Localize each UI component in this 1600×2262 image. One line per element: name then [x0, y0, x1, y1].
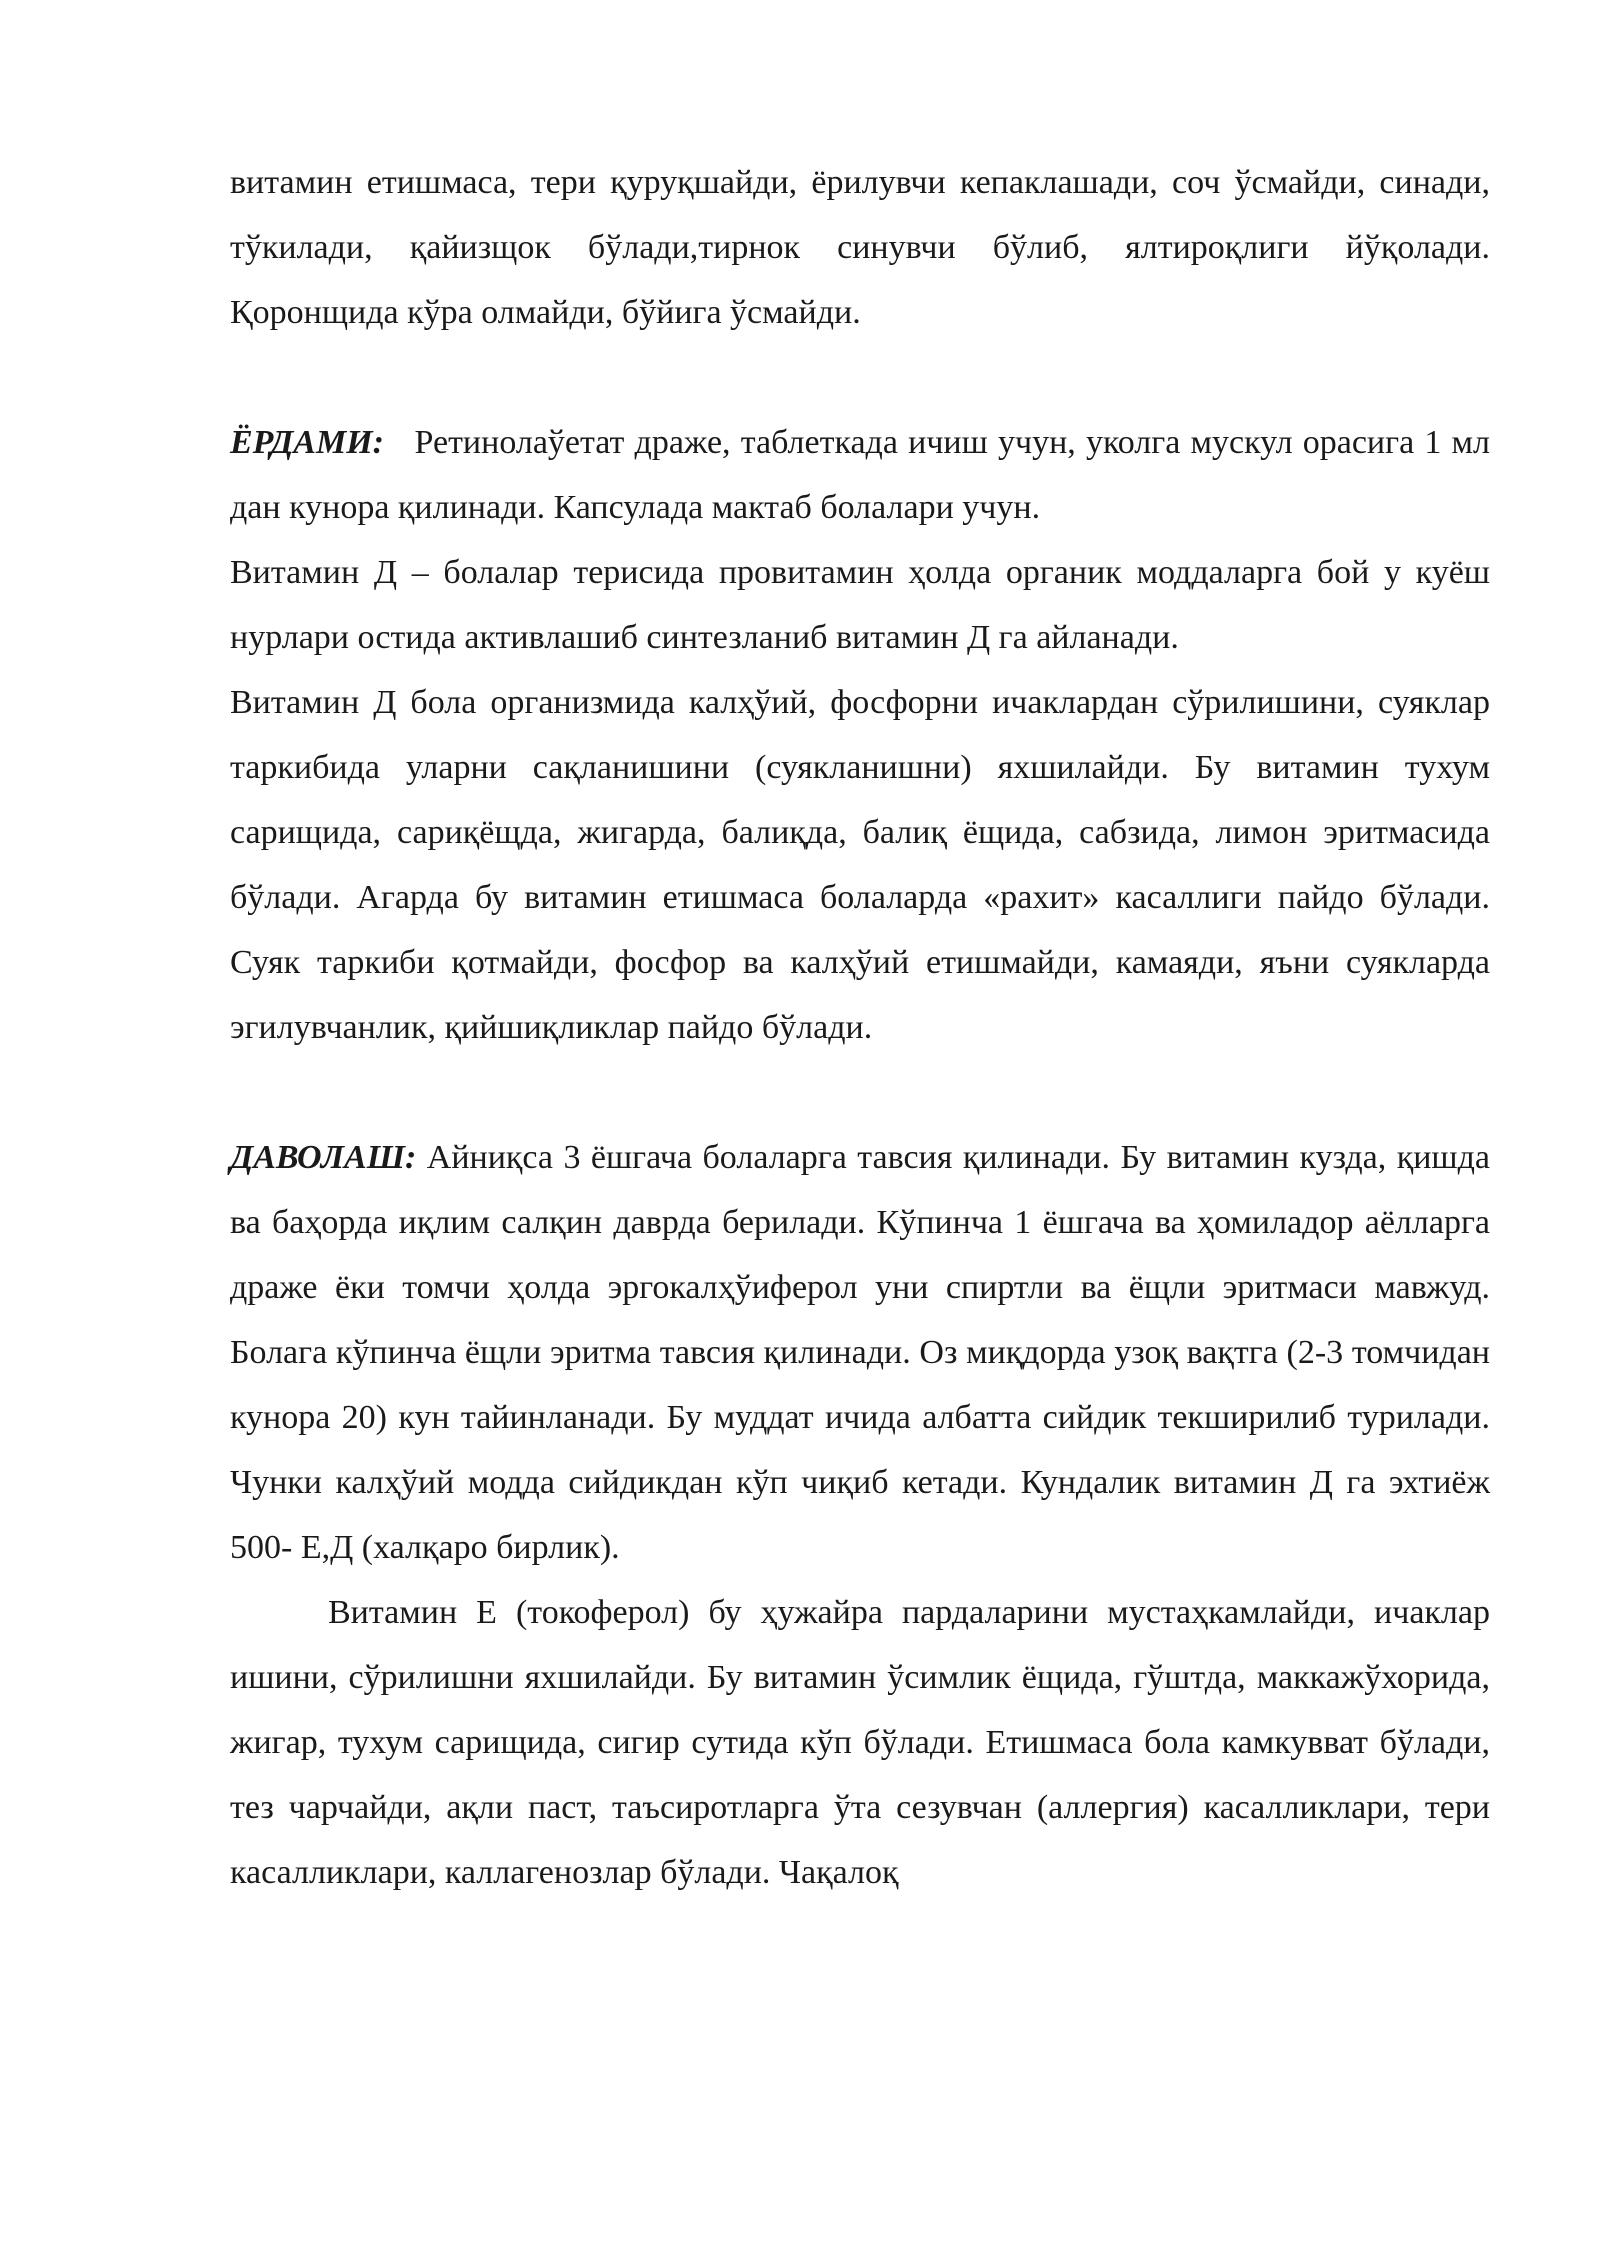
section-heading-davolash: ДАВОЛАШ:	[230, 1139, 417, 1176]
paragraph-text: Витамин Е (токоферол) бу ҳужайра пардаларини мустаҳкамлайди, ичаклар ишини, сўрилишни яхшилайди. Бу витамин ўсимлик ёщида, гўштда, маккажўхорида, жигар, тухум сарищида, сигир сутида кўп бўлади. Етишмаса бола камкувват бўлади, тез чарчайди, ақли паст, таъсиротларга ўта сезувчан (аллергия) касалликлари, тери касалликлари, каллагенозлар бўлади. Чақалоқ	[230, 1594, 1490, 1891]
paragraph-yordami	[230, 410, 1490, 540]
paragraph-text: витамин етишмаса, тери қуруқшайди, ёрилувчи кепаклашади, соч ўсмайди, синади, тўкилади, қайизщок бўлади,тирнок синувчи бўлиб, ялтироқлиги йўқолади. Қоронщида кўра олмайди, бўйига ўсмайди.	[230, 164, 1490, 331]
paragraph-vitamin-d-intro	[230, 540, 1490, 670]
section-heading-yordami: ЁРДАМИ:	[230, 424, 384, 461]
paragraph-text: Айниқса 3 ёшгача болаларга тавсия қилинади. Бу витамин кузда, қишда ва баҳорда иқлим салқин даврда берилади. Кўпинча 1 ёшгача ва ҳомиладор аёлларга драже ёки томчи ҳолда эргокалҳўиферол уни спиртли ва ёщли эритмаси мавжуд. Болага кўпинча ёщли эритма тавсия қилинади. Оз миқдорда узоқ вақтга (2-3 томчидан кунора 20) кун тайинланади. Бу муддат ичида албатта сийдик текширилиб турилади. Чунки калҳўий модда сийдикдан кўп чиқиб кетади. Кундалик витамин Д га эхтиёж 500- Е,Д (халқаро бирлик).	[230, 1139, 1491, 1566]
paragraph-spacer	[230, 1060, 1490, 1125]
paragraph-vitamin-d-function	[230, 670, 1490, 1060]
paragraph-spacer	[230, 345, 1490, 410]
paragraph-davolash	[230, 1125, 1490, 1580]
paragraph-vitamin-a-deficiency	[230, 150, 1490, 345]
paragraph-text: Витамин Д – болалар терисида провитамин ҳолда органик моддаларга бой у куёш нурлари остида активлашиб синтезланиб витамин Д га айланади.	[230, 554, 1490, 656]
paragraph-vitamin-e	[230, 1580, 1490, 1905]
paragraph-text: Ретинолаўетат драже, таблеткада ичиш учун, уколга мускул орасига 1 мл дан кунора қилинади. Капсулада мактаб болалари учун.	[230, 424, 1490, 526]
paragraph-text: Витамин Д бола организмида калҳўий, фосфорни ичаклардан сўрилишини, суяклар таркибида уларни сақланишини (суякланишни) яхшилайди. Бу витамин тухум сарищида, сариқёщда, жигарда, балиқда, балиқ ёщида, сабзида, лимон эритмасида бўлади. Агарда бу витамин етишмаса болаларда «рахит» касаллиги пайдо бўлади. Суяк таркиби қотмайди, фосфор ва калҳўий етишмайди, камаяди, яъни суякларда эгилувчанлик, қийшиқликлар пайдо бўлади.	[230, 684, 1490, 1046]
document-page	[230, 150, 1490, 1905]
